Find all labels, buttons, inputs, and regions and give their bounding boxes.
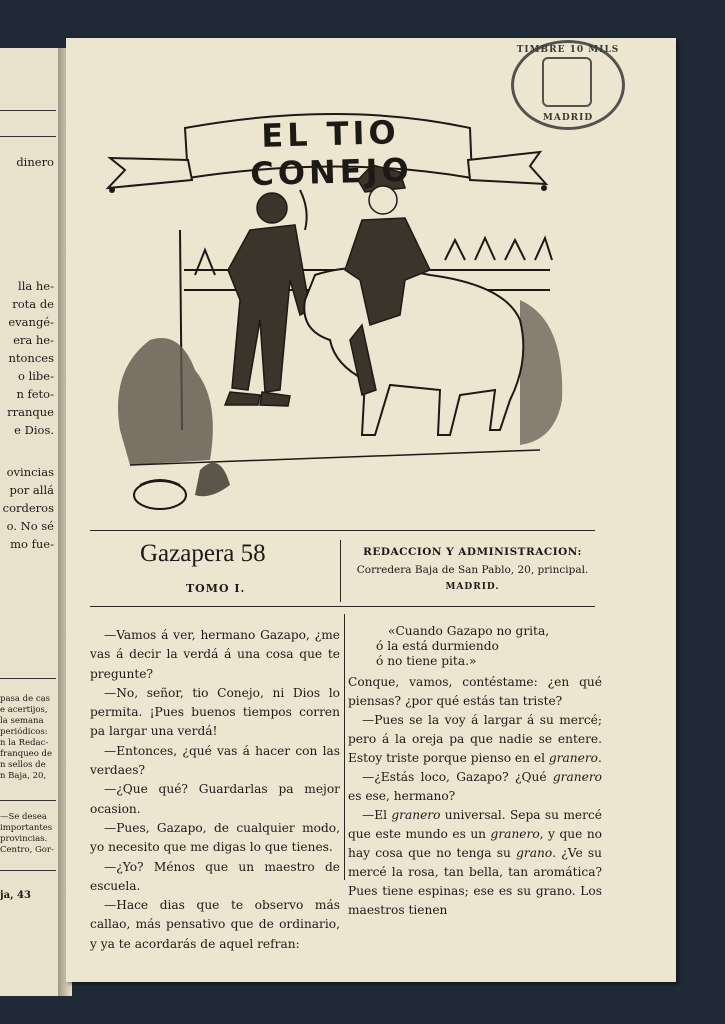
volume-label: TOMO I.	[186, 582, 246, 595]
text-fragment: corderos	[2, 501, 54, 515]
paragraph	[348, 806, 602, 920]
left-footer: ja, 43	[0, 890, 31, 901]
rule	[0, 800, 56, 801]
italic-word: granero	[490, 827, 540, 841]
verse-line: ó no tiene pita.»	[376, 654, 477, 668]
text-run: —Pues se la voy á largar á su mercé; pero á la oreja pa que nadie se entere. Estoy triste porque pienso en el	[348, 713, 602, 765]
paragraph: —Pues, Gazapo, de cualquier modo, yo necesito que me digas lo que tienes.	[90, 820, 340, 855]
left-facing-page	[0, 48, 60, 996]
stamp-bottom-text: MADRID	[542, 113, 594, 123]
notice-line: la semana	[0, 716, 44, 726]
address: Corredera Baja de San Pablo, 20, principal.	[356, 564, 589, 576]
rule	[0, 678, 56, 679]
notice-line: —Se desea	[0, 812, 47, 822]
redaction-heading: REDACCION Y ADMINISTRACION:	[363, 546, 582, 558]
paragraph: —¿Yo? Ménos que un maestro de escuela.	[90, 859, 340, 893]
article-column-left	[90, 626, 340, 954]
paragraph: —Hace dias que te observo más callao, más pensativo que de ordinario, y ya te acordarás de aquel refran:	[90, 898, 340, 951]
italic-word: grano	[516, 846, 553, 860]
rule	[0, 110, 56, 111]
rule	[90, 606, 595, 607]
rule	[0, 136, 56, 137]
paragraph: —Entonces, ¿qué vas á hacer con las verdaes?	[90, 743, 340, 778]
paragraph: —¿Que qué? Guardarlas pa mejor ocasion.	[90, 782, 340, 816]
notice-line: n sellos de	[0, 760, 46, 770]
article-column-right	[348, 624, 602, 920]
issue-number: Gazapera 58	[140, 540, 266, 567]
verse-line: ó la está durmiendo	[376, 639, 499, 653]
notice-line: n Baja, 20,	[0, 771, 47, 781]
text-fragment: rota de	[12, 297, 54, 311]
notice-line: provincias.	[0, 834, 48, 844]
text-fragment: ntonces	[8, 351, 54, 365]
text-fragment: n feto-	[16, 387, 54, 401]
verse-line: «Cuando Gazapo no grita,	[388, 624, 550, 638]
italic-word: granero	[391, 808, 441, 822]
italic-word: granero	[548, 751, 598, 765]
masthead-title: EL TIO CONEJO	[249, 113, 414, 194]
text-run: .	[597, 751, 602, 765]
paragraph: —Vamos á ver, hermano Gazapo, ¿me vas á decir la verdá á una cosa que te pregunte?	[90, 628, 340, 681]
column-divider	[344, 614, 345, 880]
notice-line: Centro, Gor-	[0, 845, 54, 855]
notice-line: n la Redac-	[0, 738, 49, 748]
rule	[0, 870, 56, 871]
notice-line: pasa de cas	[0, 694, 51, 704]
text-run: —¿Estás loco, Gazapo? ¿Qué	[362, 770, 553, 784]
text-fragment: o. No sé	[6, 519, 54, 533]
paragraph	[348, 768, 602, 806]
stamp-top-text: TIMBRE 10 MILS	[516, 45, 620, 55]
text-run: —El	[362, 808, 392, 822]
text-fragment: evangé-	[8, 315, 54, 329]
text-fragment: e Dios.	[14, 423, 54, 437]
notice-line: e acertijos,	[0, 705, 48, 715]
rule	[90, 530, 595, 531]
rule	[340, 540, 341, 602]
notice-line: importantes	[0, 823, 53, 833]
text-fragment: o libe-	[18, 369, 54, 383]
notice-line: periódicos:	[0, 727, 48, 737]
text-fragment: ovincias	[6, 465, 54, 479]
text-fragment: era he-	[13, 333, 54, 347]
text-run: , y que no hay cosa que no tenga su	[348, 827, 603, 860]
text-fragment: dinero	[16, 155, 54, 169]
city: MADRID.	[445, 582, 500, 592]
text-run: . ¿Ve su mercé la rosa, tan bella, tan aromática? Pues tiene espinas; ese es su grano. Los maestros tienen	[348, 846, 602, 917]
text-fragment: rranque	[7, 405, 54, 419]
text-fragment: mo fue-	[10, 537, 54, 551]
paragraph: Conque, vamos, contéstame: ¿en qué piensas? ¿por qué estás tan triste?	[348, 675, 602, 708]
italic-word: granero	[552, 770, 602, 784]
text-fragment: por allá	[9, 483, 54, 497]
text-fragment: lla he-	[18, 279, 54, 293]
text-run: es ese, hermano?	[348, 789, 456, 803]
notice-line: franqueo de	[0, 749, 52, 759]
paragraph: —No, señor, tio Conejo, ni Dios lo permita. ¡Pues buenos tiempos corren pa largar una verdá!	[90, 685, 340, 739]
paragraph	[348, 711, 602, 768]
text-run: universal. Sepa su mercé que este mundo es un	[348, 808, 602, 841]
